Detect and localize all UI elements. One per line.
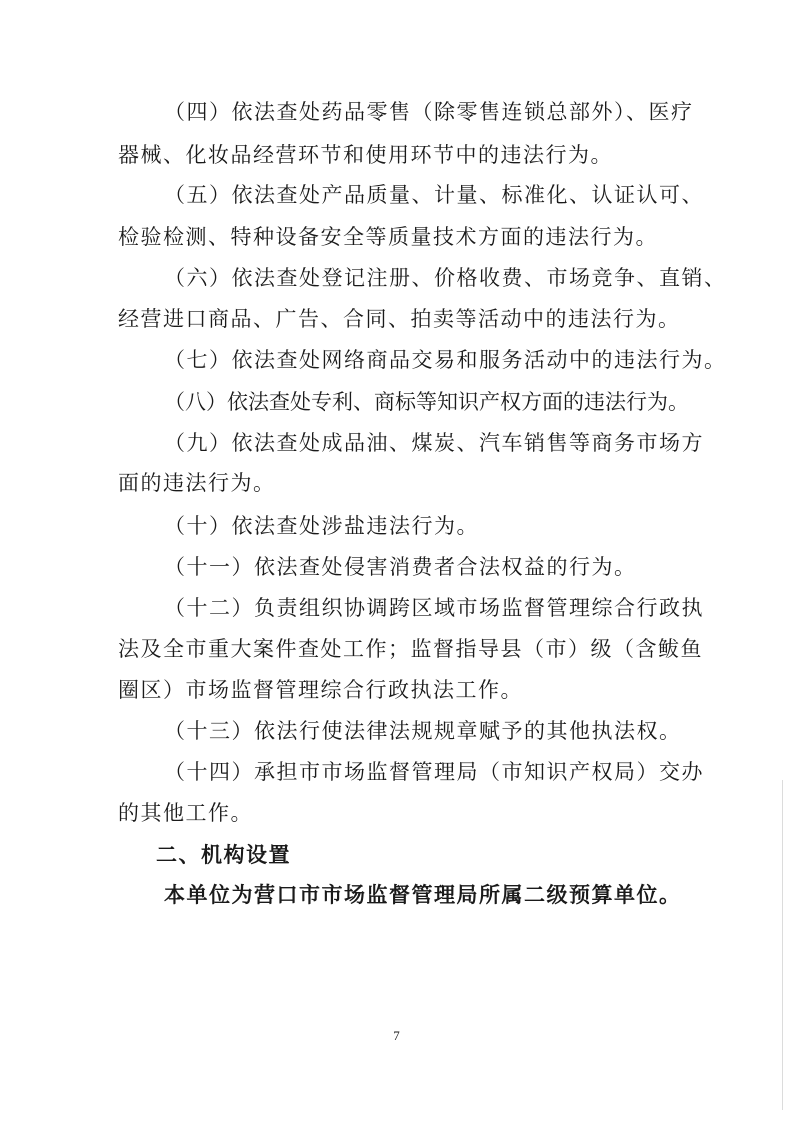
item-4-line-2: 器械、化妆品经营环节和使用环节中的违法行为。 [118,143,613,167]
item-9-line-2: 面的违法行为。 [118,471,276,495]
item-14-line-2: 的其他工作。 [118,801,253,825]
item-7-line-1: （七）依法查处网络商品交易和服务活动中的违法行为。 [164,348,727,372]
item-10-line-1: （十）依法查处涉盐违法行为。 [164,514,479,538]
item-12-line-1: （十二）负责组织协调跨区域市场监督管理综合行政执 [164,596,704,620]
section-heading: 二、机构设置 [156,843,291,867]
item-14-line-1: （十四）承担市市场监督管理局（市知识产权局）交办 [164,760,704,784]
item-4-line-1: （四）依法查处药品零售（除零售连锁总部外）、医疗 [164,100,694,124]
item-5-line-2: 检验检测、特种设备安全等质量技术方面的违法行为。 [118,225,658,249]
item-6-line-2: 经营进口商品、广告、合同、拍卖等活动中的违法行为。 [118,307,681,331]
item-12-line-3: 圈区）市场监督管理综合行政执法工作。 [118,678,523,702]
item-6-line-1: （六）依法查处登记注册、价格收费、市场竞争、直销、 [164,266,727,290]
item-13-line-1: （十三）依法行使法律法规规章赋予的其他执法权。 [164,719,682,743]
item-8-line-1: （八）依法查处专利、商标等知识产权方面的违法行为。 [164,390,689,414]
item-9-line-1: （九）依法查处成品油、煤炭、汽车销售等商务市场方 [164,431,704,455]
item-5-line-1: （五）依法查处产品质量、计量、标准化、认证认可、 [164,183,704,207]
item-12-line-2: 法及全市重大案件查处工作；监督指导县（市）级（含鲅鱼 [118,637,703,661]
page-number: 7 [393,1028,400,1043]
scan-edge-line [782,780,783,1110]
item-11-line-1: （十一）依法查处侵害消费者合法权益的行为。 [164,555,637,579]
section-body: 本单位为营口市市场监督管理局所属二级预算单位。 [164,882,682,907]
